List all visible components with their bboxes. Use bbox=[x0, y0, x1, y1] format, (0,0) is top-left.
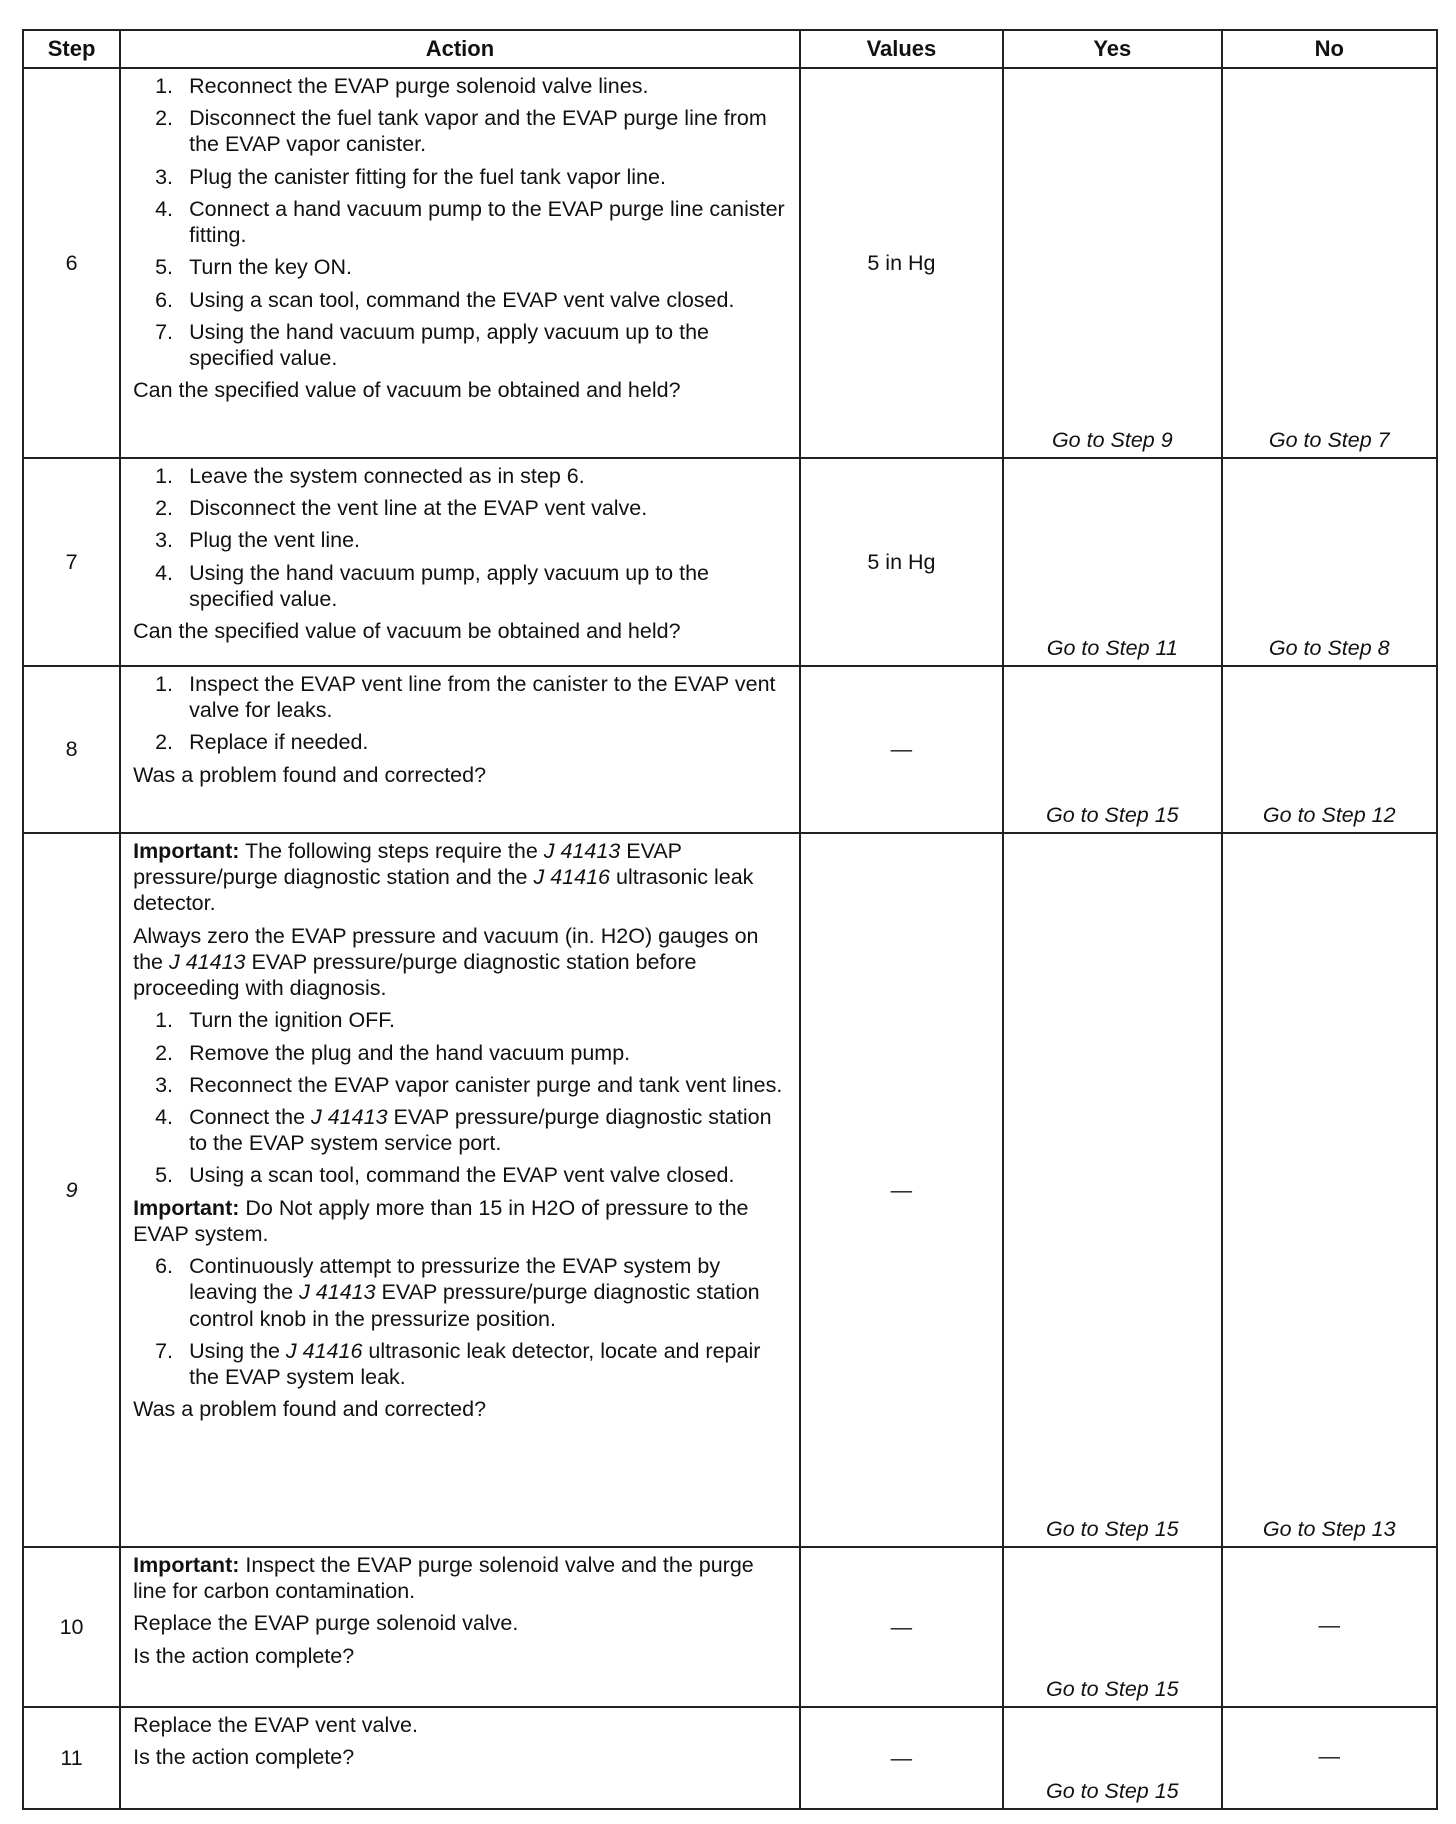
list-item: 1. Reconnect the EVAP purge solenoid valve lines. bbox=[155, 74, 649, 98]
no-link[interactable]: Go to Step 8 bbox=[1222, 458, 1437, 666]
list-item: 5. Turn the key ON. bbox=[155, 255, 352, 280]
no-cell: — bbox=[1222, 1547, 1437, 1707]
important-note: Important: The following steps require the J 41413 EVAP pressure/purge diagnostic station and the J 41416 ultrasonic leak detector. bbox=[133, 839, 754, 916]
header-step: Step bbox=[23, 30, 120, 68]
no-link[interactable]: Go to Step 7 bbox=[1222, 68, 1437, 458]
list-item: 6. Using a scan tool, command the EVAP vent valve closed. bbox=[155, 287, 735, 312]
yes-link[interactable]: Go to Step 15 bbox=[1003, 1547, 1221, 1707]
yes-link[interactable]: Go to Step 15 bbox=[1003, 1707, 1221, 1809]
list-item: 4. Connect the J 41413 EVAP pressure/purge diagnostic station to the EVAP system service port. bbox=[155, 1104, 772, 1156]
question-text: Can the specified value of vacuum be obtained and held? bbox=[133, 378, 681, 403]
action-steps bbox=[133, 73, 791, 371]
zero-gauges-note: Always zero the EVAP pressure and vacuum (in. H2O) gauges on the J 41413 EVAP pressure/purge diagnostic station before proceeding with diagnosis. bbox=[133, 923, 759, 1001]
table-row-step-8 bbox=[23, 666, 1437, 833]
header-yes: Yes bbox=[1003, 30, 1221, 68]
list-item: 7. Using the hand vacuum pump, apply vacuum up to the specified value. bbox=[155, 319, 709, 370]
step-number: 10 bbox=[23, 1547, 120, 1707]
question-text: Can the specified value of vacuum be obtained and held? bbox=[133, 619, 681, 644]
list-item: 1. Leave the system connected as in step 6. bbox=[155, 464, 585, 488]
step-number: 9 bbox=[23, 833, 120, 1547]
step-number: 6 bbox=[23, 68, 120, 458]
step-number: 8 bbox=[23, 666, 120, 833]
header-row bbox=[23, 30, 1437, 68]
list-item: 3. Plug the vent line. bbox=[155, 528, 361, 553]
no-cell: — bbox=[1222, 1707, 1437, 1809]
list-item: 6. Continuously attempt to pressurize the EVAP system by leaving the J 41413 EVAP pressure/purge diagnostic station control knob in the pressurize position. bbox=[155, 1254, 760, 1331]
action-cell bbox=[120, 666, 800, 833]
important-note: Important: Do Not apply more than 15 in H2O of pressure to the EVAP system. bbox=[133, 1195, 749, 1246]
diagnostic-table-page bbox=[22, 29, 1438, 1810]
step-number: 7 bbox=[23, 458, 120, 666]
yes-link[interactable]: Go to Step 15 bbox=[1003, 833, 1221, 1547]
table-row-step-11 bbox=[23, 1707, 1437, 1809]
list-item: 1. Turn the ignition OFF. bbox=[155, 1008, 396, 1033]
table-row-step-10 bbox=[23, 1547, 1437, 1707]
action-cell bbox=[120, 1547, 800, 1707]
action-steps bbox=[133, 463, 791, 612]
value-cell: 5 in Hg bbox=[800, 458, 1003, 666]
action-steps bbox=[133, 1253, 791, 1390]
action-cell bbox=[120, 68, 800, 458]
list-item: 7. Using the J 41416 ultrasonic leak detector, locate and repair the EVAP system leak. bbox=[155, 1338, 761, 1389]
action-steps bbox=[133, 1007, 791, 1188]
step-number: 11 bbox=[23, 1707, 120, 1809]
header-action: Action bbox=[120, 30, 800, 68]
value-cell: — bbox=[800, 1707, 1003, 1809]
list-item: 4. Using the hand vacuum pump, apply vacuum up to the specified value. bbox=[155, 560, 709, 611]
value-cell: 5 in Hg bbox=[800, 68, 1003, 458]
action-cell bbox=[120, 458, 800, 666]
question-text: Was a problem found and corrected? bbox=[133, 1397, 487, 1422]
list-item: 5. Using a scan tool, command the EVAP vent valve closed. bbox=[155, 1163, 735, 1188]
action-line: Replace the EVAP purge solenoid valve. bbox=[133, 1611, 519, 1636]
value-cell: — bbox=[800, 666, 1003, 833]
yes-link[interactable]: Go to Step 15 bbox=[1003, 666, 1221, 833]
question-text: Was a problem found and corrected? bbox=[133, 762, 487, 787]
list-item: 2. Disconnect the fuel tank vapor and the EVAP purge line from the EVAP vapor canister. bbox=[155, 106, 767, 157]
list-item: 1. Inspect the EVAP vent line from the canister to the EVAP vent valve for leaks. bbox=[155, 672, 776, 723]
value-cell: — bbox=[800, 1547, 1003, 1707]
question-text: Is the action complete? bbox=[133, 1745, 355, 1770]
table-row-step-6 bbox=[23, 68, 1437, 458]
list-item: 2. Replace if needed. bbox=[155, 730, 369, 755]
action-line: Replace the EVAP vent valve. bbox=[133, 1713, 418, 1737]
action-steps bbox=[133, 671, 791, 756]
question-text: Is the action complete? bbox=[133, 1643, 355, 1668]
header-no: No bbox=[1222, 30, 1437, 68]
yes-link[interactable]: Go to Step 11 bbox=[1003, 458, 1221, 666]
list-item: 3. Reconnect the EVAP vapor canister purge and tank vent lines. bbox=[155, 1072, 783, 1097]
header-values: Values bbox=[800, 30, 1003, 68]
list-item: 2. Remove the plug and the hand vacuum pump. bbox=[155, 1040, 631, 1065]
no-link[interactable]: Go to Step 13 bbox=[1222, 833, 1437, 1547]
list-item: 2. Disconnect the vent line at the EVAP vent valve. bbox=[155, 496, 648, 521]
no-link[interactable]: Go to Step 12 bbox=[1222, 666, 1437, 833]
important-note: Important: Inspect the EVAP purge solenoid valve and the purge line for carbon contamination. bbox=[133, 1553, 754, 1604]
yes-link[interactable]: Go to Step 9 bbox=[1003, 68, 1221, 458]
value-cell: — bbox=[800, 833, 1003, 1547]
list-item: 4. Connect a hand vacuum pump to the EVAP purge line canister fitting. bbox=[155, 196, 785, 248]
action-cell bbox=[120, 1707, 800, 1809]
action-cell bbox=[120, 833, 800, 1547]
diagnostic-table bbox=[22, 29, 1438, 1810]
list-item: 3. Plug the canister fitting for the fuel tank vapor line. bbox=[155, 164, 666, 189]
table-row-step-7 bbox=[23, 458, 1437, 666]
table-row-step-9 bbox=[23, 833, 1437, 1547]
